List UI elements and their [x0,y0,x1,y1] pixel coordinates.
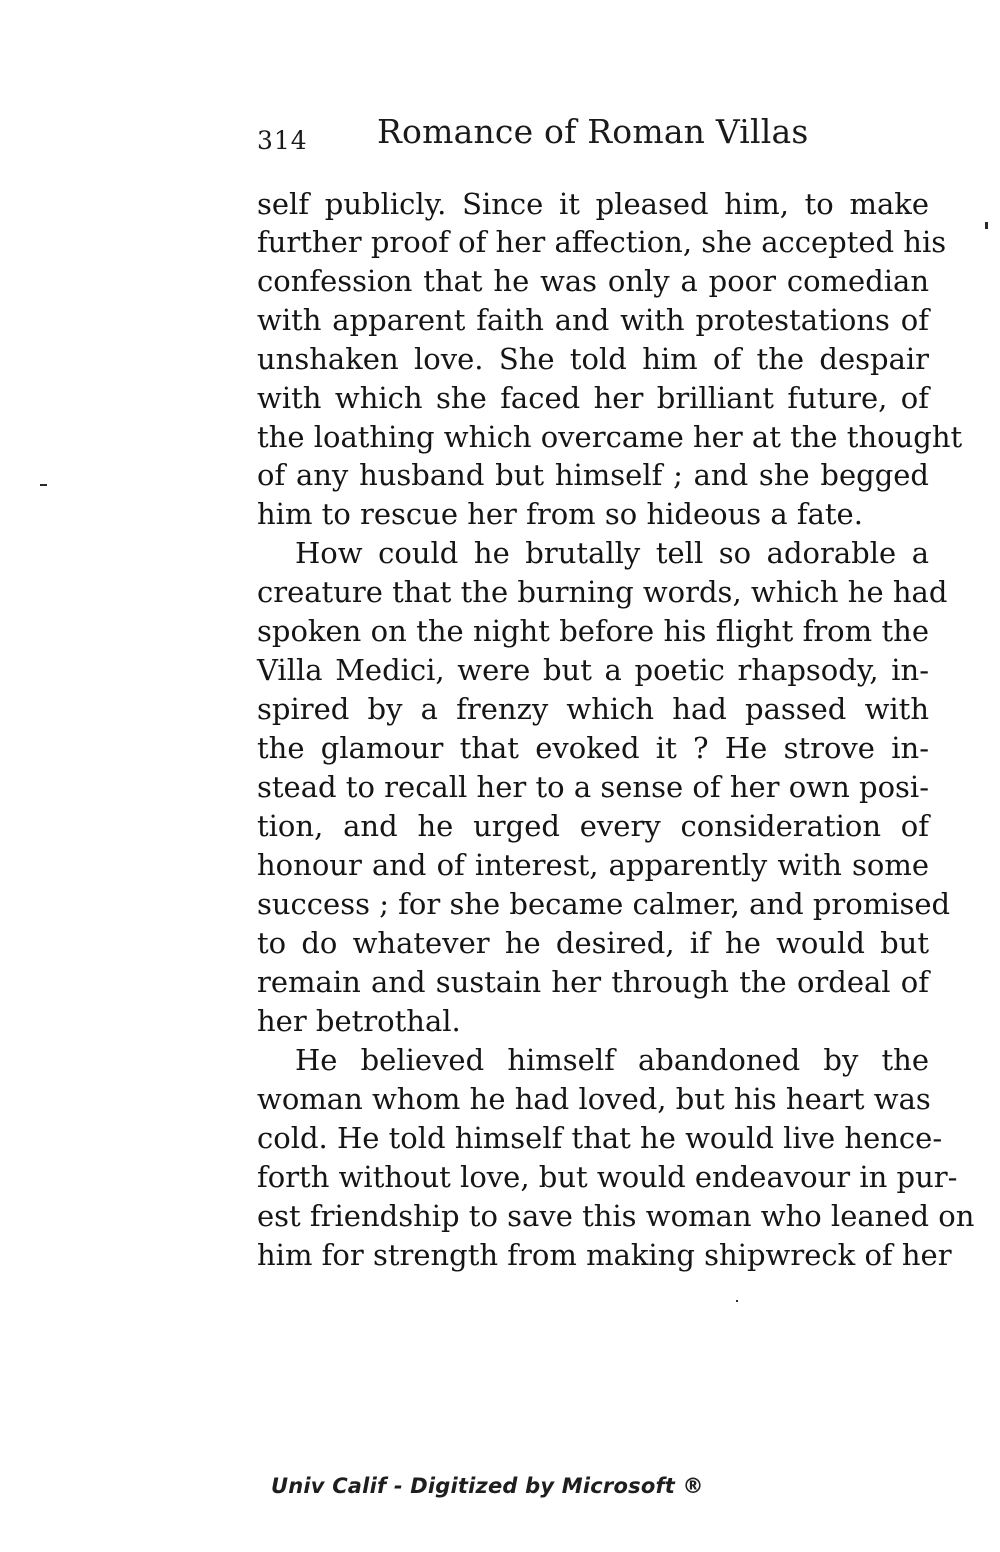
text-line: the loathing which overcame her at the thought [257,420,963,454]
text-line: creature that the burning words, which he had [257,575,948,609]
page-number: 314 [257,126,308,155]
text-line: woman whom he had loved, but his heart was [257,1082,931,1116]
text-line: with apparent faith and with protestations of [257,303,929,337]
text-line: spoken on the night before his flight from the [257,614,929,648]
text-line: confession that he was only a poor comedian [257,264,929,298]
text-line: the glamour that evoked it ? He strove in- [257,731,929,765]
text-line: self publicly. Since it pleased him, to make [257,187,929,221]
text-line: stead to recall her to a sense of her own posi- [257,770,929,804]
text-line: tion, and he urged every consideration of [257,809,929,843]
text-line: remain and sustain her through the ordeal of [257,965,929,999]
text-line: further proof of her affection, she accepted his [257,225,947,259]
paragraph-start-line: He believed himself abandoned by the [295,1043,929,1077]
text-line: to do whatever he desired, if he would but [257,926,929,960]
text-line: with which she faced her brilliant future, of [257,381,929,415]
text-line: of any husband but himself ; and she begged [257,458,929,492]
text-line: unshaken love. She told him of the despair [257,342,929,376]
scan-speck [40,484,47,486]
scan-speck [736,1300,738,1302]
text-line: honour and of interest, apparently with some [257,848,929,882]
text-line: forth without love, but would endeavour in pur- [257,1160,958,1194]
scan-speck [985,222,988,229]
text-line: est friendship to save this woman who leaned on [257,1199,975,1233]
text-line: him for strength from making shipwreck of her [257,1238,952,1272]
text-line: him to rescue her from so hideous a fate. [257,497,863,531]
running-head [257,112,937,156]
page-title: Romance of Roman Villas [377,112,809,151]
paragraph-start-line: How could he brutally tell so adorable a [295,536,929,570]
text-line: spired by a frenzy which had passed with [257,692,929,726]
text-line: her betrothal. [257,1004,461,1038]
text-line: Villa Medici, were but a poetic rhapsody, in- [257,653,929,687]
digitization-watermark: Univ Calif - Digitized by Microsoft ® [271,1474,704,1498]
text-line: success ; for she became calmer, and promised [257,887,951,921]
text-line: cold. He told himself that he would live hence- [257,1121,943,1155]
